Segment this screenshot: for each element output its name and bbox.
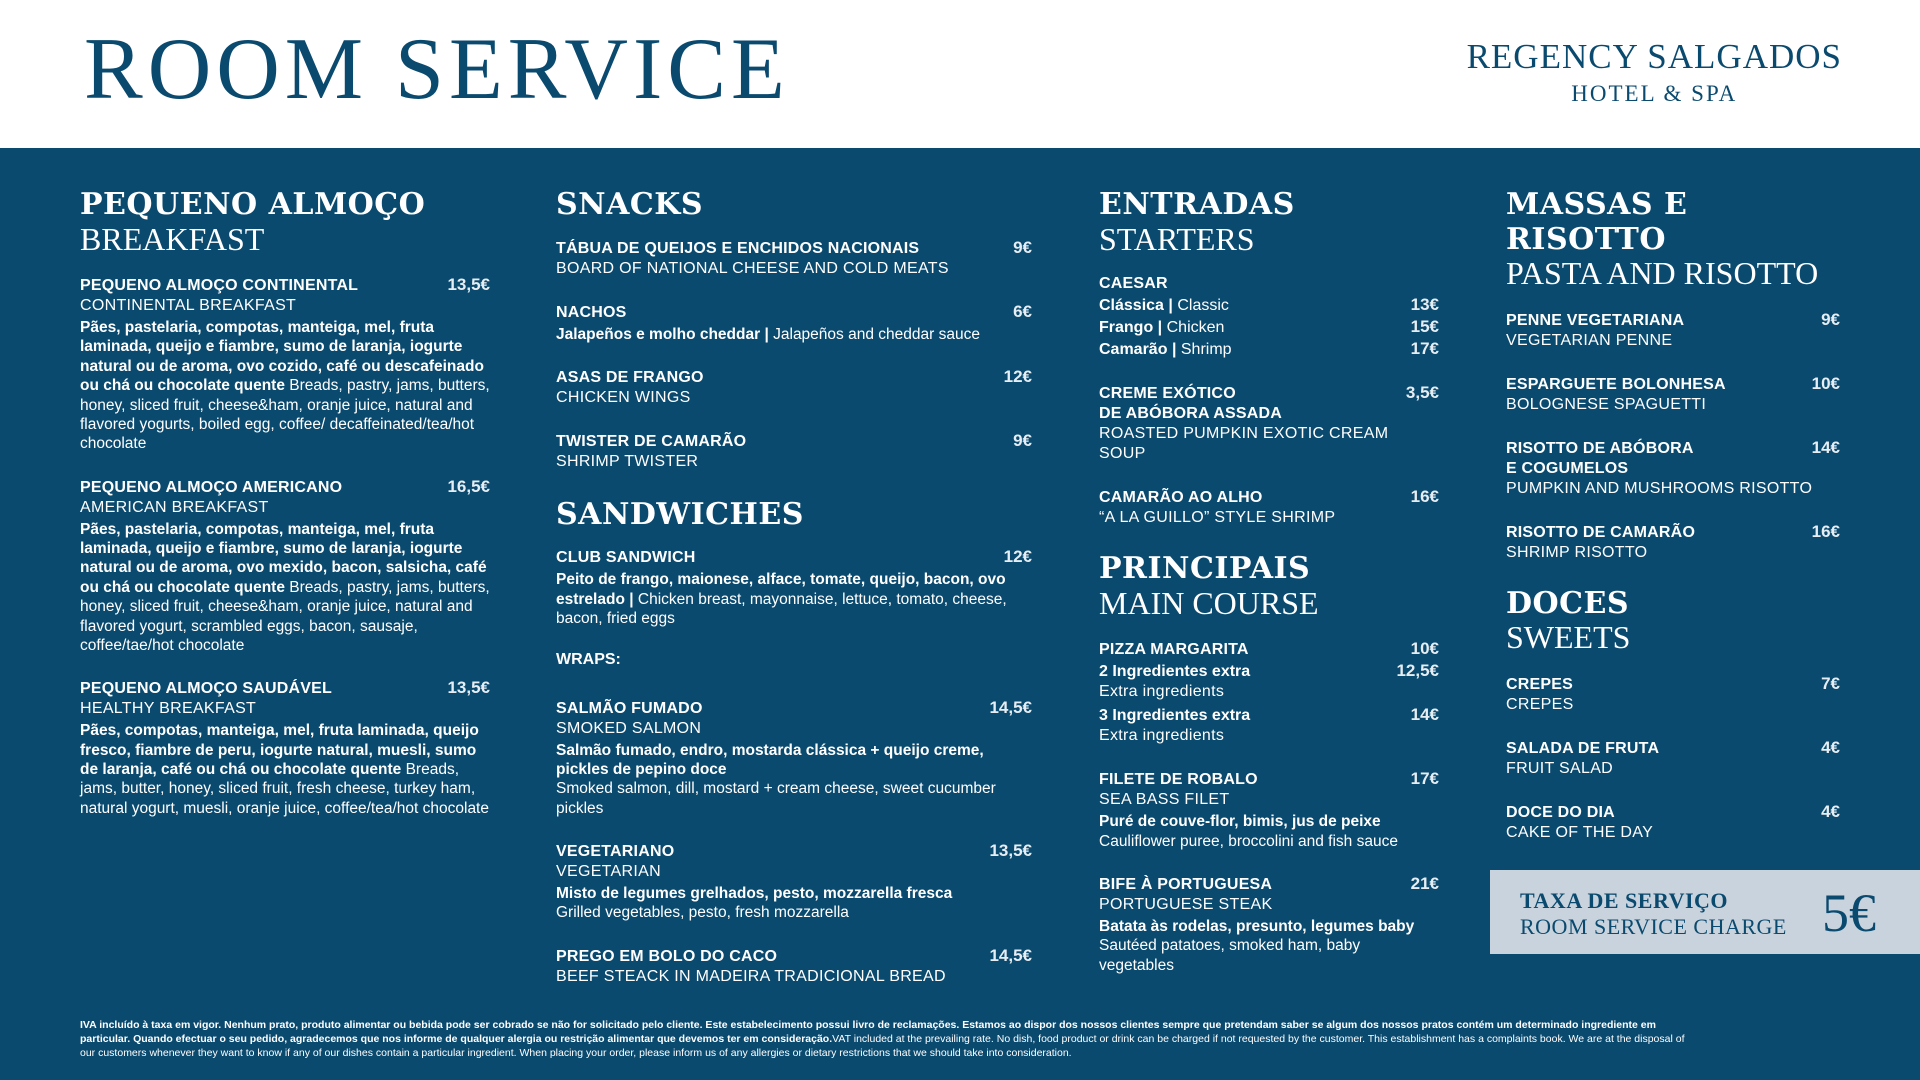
item-name: RISOTTO DE ABÓBORA [1506,439,1694,457]
item-name: DOCE DO DIA [1506,803,1615,821]
item-name-en: BOARD OF NATIONAL CHEESE AND COLD MEATS [556,259,949,277]
item-name-en: SHRIMP RISOTTO [1506,543,1648,561]
item-price: 16€ [1811,521,1840,541]
item-name: RISOTTO DE CAMARÃO [1506,523,1696,541]
menu-item [80,274,490,454]
menu-item [1506,437,1840,499]
item-description: Pães, compotas, manteiga, mel, fruta laminada, queijo fresco, fiambre de peru, iogurte natural, muesli, sumo de laranja, café ou chá ou chocolate quente Breads, jams, butter, honey, sliced fruit, fresh cheese, turkey ham, natural yogurt, muesli, oranje juice, coffee/tea/hot chocolate [80,722,489,817]
item-price: 9€ [1821,309,1840,329]
item-price: 21€ [1410,873,1439,893]
item-name: FILETE DE ROBALO [1099,771,1258,789]
pasta-column [1506,188,1840,865]
item-name-en: VEGETARIAN [556,863,661,880]
menu-item [1099,638,1439,746]
wraps-label: WRAPS: [556,650,621,668]
item-name: PEQUENO ALMOÇO CONTINENTAL [80,277,359,295]
item-name: PEQUENO ALMOÇO AMERICANO [80,478,343,496]
item-description: Misto de legumes grelhados, pesto, mozzarella fresca Grilled vegetables, pesto, fresh mozzarella [556,885,953,922]
item-name-en: FRUIT SALAD [1506,759,1614,777]
item-name-en: “A LA GUILLO” STYLE SHRIMP [1099,509,1336,527]
option-row: 2 Ingredientes extra 12,5€ [1099,661,1439,681]
item-name: CREME EXÓTICO [1099,385,1236,403]
main-course-subtitle: MAIN COURSE [1099,584,1319,621]
item-name: NACHOS [556,303,627,321]
item-description: Jalapeños e molho cheddar | Jalapeños and cheddar sauce [556,325,980,343]
item-price: 9€ [1013,237,1032,257]
item-name: ESPARGUETE BOLONHESA [1506,375,1726,393]
starters-column [1099,188,1439,997]
item-name-en: HEALTHY BREAKFAST [80,700,257,718]
service-charge-box [1490,870,1920,954]
item-name: PIZZA MARGARITA [1099,641,1249,659]
item-name: TWISTER DE CAMARÃO [556,432,747,450]
item-name-en: CAKE OF THE DAY [1506,823,1654,841]
breakfast-column [80,188,490,840]
item-name-en: PORTUGUESE STEAK [1099,895,1273,913]
item-name-en: ROASTED PUMPKIN EXOTIC CREAM SOUP [1099,425,1389,463]
item-name: CAESAR [1099,275,1168,293]
item-name-en: SMOKED SALMON [556,719,702,737]
menu-item [1099,486,1439,528]
menu-item [1506,737,1840,779]
sandwiches-title: SANDWICHES [556,496,804,532]
item-price: 10€ [1410,639,1439,659]
menu-item [1506,801,1840,843]
service-charge-label-en: ROOM SERVICE CHARGE [1520,914,1787,939]
item-description: Pães, pastelaria, compotas, manteiga, mel, fruta laminada, queijo e fiambre, sumo de laranja, iogurte natural ou de aroma, ovo mexido, bacon, salsicha, café ou chá ou chocolate quente Breads, pastry, jams, butters, honey, sliced fruit, cheese&ham, oranje juice, natural and flavored yogurt, scrambled eggs, bacon, sausaje, coffee/tae/hot chocolate [80,520,490,654]
legal-text-en: VAT included at the prevailing rate. No dish, food product or drink can be charged if not requested by the customer. This establishment has a complaints book. We are at the disposal of our customers whenever they want to know if any of our dishes contain a particular ingredient. When placing your order, please inform us of any allergies or dietary restrictions that we should take into consideration. [80,1033,1685,1060]
option-note: Extra ingredients [1099,683,1225,701]
sweets-title: DOCES [1506,585,1630,621]
option-row: Frango | Chicken 15€ [1099,317,1439,337]
menu-panel [0,148,1920,1080]
option-row: Camarão | Shrimp 17€ [1099,339,1439,359]
item-description: Salmão fumado, endro, mostarda clássica + queijo creme, pickles de pepino doce Smoked salmon, dill, mostard + cream cheese, sweet cucumber pickles [556,741,996,817]
item-name: PEQUENO ALMOÇO SAUDÁVEL [80,680,333,698]
menu-item [556,945,1032,987]
menu-item [556,301,1032,344]
item-price: 13,5€ [989,841,1032,860]
item-name-line2: DE ABÓBORA ASSADA [1099,405,1282,423]
item-name-en: CONTINENTAL BREAKFAST [80,297,297,315]
breakfast-title: PEQUENO ALMOÇO [80,187,426,222]
item-name: BIFE À PORTUGUESA [1099,875,1273,893]
menu-item [1099,382,1439,464]
menu-item [80,476,490,656]
pasta-subtitle: PASTA AND RISOTTO [1506,255,1819,291]
header [0,0,1920,148]
legal-text-pt: IVA incluído à taxa em vigor. Nenhum prato, produto alimentar ou bebida pode ser cobrado se não for solicitado pelo cliente. Este estabelecimento possui livro de reclamações. Estamos ao dispor dos nossos clientes sempre que pretendam saber se algum dos nossos pratos contém um determinado ingrediente em particular. Quando efectuar o seu pedido, agradecemos que nos informe de qualquer alergia ou restrição alimentar que devemos ter em consideração. [80,1019,1656,1046]
option-note: Extra ingredients [1099,727,1225,745]
service-charge-label-pt: TAXA DE SERVIÇO [1520,888,1729,913]
item-price: 16€ [1410,487,1439,507]
item-name: CLUB SANDWICH [556,549,696,567]
item-name: CAMARÃO AO ALHO [1099,489,1263,507]
main-course-title: PRINCIPAIS [1099,551,1311,587]
sweets-subtitle: SWEETS [1506,619,1631,656]
item-description: Batata às rodelas, presunto, legumes baby Sautéed patatoes, smoked ham, baby vegetables [1099,917,1415,974]
menu-item [1506,373,1840,415]
item-name-en: SEA BASS FILET [1099,791,1230,809]
menu-item [80,677,490,818]
item-name-en: AMERICAN BREAKFAST [80,498,269,516]
item-name-en: SHRIMP TWISTER [556,452,699,470]
item-price: 10€ [1811,373,1840,393]
item-name-en: PUMPKIN AND MUSHROOMS RISOTTO [1506,479,1813,497]
item-price: 3,5€ [1405,383,1439,403]
menu-item [1099,873,1439,975]
item-name: ASAS DE FRANGO [556,368,704,386]
hotel-logo [1467,38,1842,107]
option-row: Clássica | Classic 13€ [1099,295,1439,315]
brand-subtitle: HOTEL & SPA [1571,80,1738,106]
item-description: Peito de frango, maionese, alface, tomate, queijo, bacon, ovo estrelado | Chicken breast, mayonnaise, lettuce, tomato, cheese, bacon, fried eggs [556,571,1007,628]
item-description: Pães, pastelaria, compotas, manteiga, mel, fruta laminada, queijo e fiambre, sumo de laranja, iogurte natural ou de aroma, ovo cozido, café ou descafeinado ou chá ou chocolate quente Breads, pastry, jams, butters, honey, sliced fruit, cheese&ham, oranje juice, natural and flavored yogurts, boiled egg, coffee/ decaffeinated/tea/hot chocolate [80,319,490,453]
breakfast-subtitle: BREAKFAST [80,220,265,257]
pasta-title: MASSAS E RISOTTO [1506,187,1688,257]
item-price: 4€ [1821,737,1840,757]
option-row: 3 Ingredientes extra 14€ [1099,705,1439,725]
item-name: VEGETARIANO [556,843,675,860]
menu-item [1099,768,1439,851]
menu-item [1099,274,1439,360]
item-name: PREGO EM BOLO DO CACO [556,947,778,965]
item-name: CREPES [1506,675,1573,693]
menu-item [556,366,1032,408]
item-price: 9€ [1013,430,1032,450]
item-name-line2: E COGUMELOS [1506,459,1629,477]
menu-item [556,840,1032,923]
item-name-en: CHICKEN WINGS [556,388,691,406]
item-price: 14€ [1811,437,1840,457]
item-price: 4€ [1821,801,1840,821]
item-price: 13,5€ [447,678,490,698]
item-price: 6€ [1013,301,1032,321]
legal-footer [80,1018,1700,1061]
menu-item [1506,673,1840,715]
menu-item [556,237,1032,279]
item-price: 12€ [1003,547,1032,567]
brand-name: REGENCY SALGADOS [1466,37,1842,76]
item-name-en: BEEF STEACK IN MADEIRA TRADICIONAL BREAD [556,967,946,985]
menu-item [1506,309,1840,351]
item-price: 14,5€ [989,697,1032,717]
item-name: PENNE VEGETARIANA [1506,311,1685,329]
item-name-en: CREPES [1506,695,1574,713]
page-title: ROOM SERVICE [84,21,790,118]
item-price: 14,5€ [989,945,1032,965]
menu-item [556,546,1032,628]
snacks-column [556,188,1032,1009]
item-name-en: BOLOGNESE SPAGUETTI [1506,395,1707,413]
menu-item [556,697,1032,819]
item-name: SALMÃO FUMADO [556,699,703,717]
menu-item [556,430,1032,472]
item-name: TÁBUA DE QUEIJOS E ENCHIDOS NACIONAIS [556,239,920,257]
starters-title: ENTRADAS [1099,187,1295,222]
snacks-title: SNACKS [556,187,703,222]
item-price: 7€ [1821,673,1840,693]
menu-item [1506,521,1840,563]
item-price: 12€ [1003,366,1032,386]
item-price: 17€ [1410,769,1439,789]
item-price: 16,5€ [447,476,490,496]
item-name-en: VEGETARIAN PENNE [1506,331,1673,349]
item-description: Puré de couve-flor, bimis, jus de peixe Cauliflower puree, broccolini and fish sauce [1099,813,1398,850]
service-charge-price: 5€ [1822,883,1876,943]
starters-subtitle: STARTERS [1099,220,1255,257]
item-price: 13,5€ [447,275,490,295]
item-name: SALADA DE FRUTA [1506,739,1660,757]
